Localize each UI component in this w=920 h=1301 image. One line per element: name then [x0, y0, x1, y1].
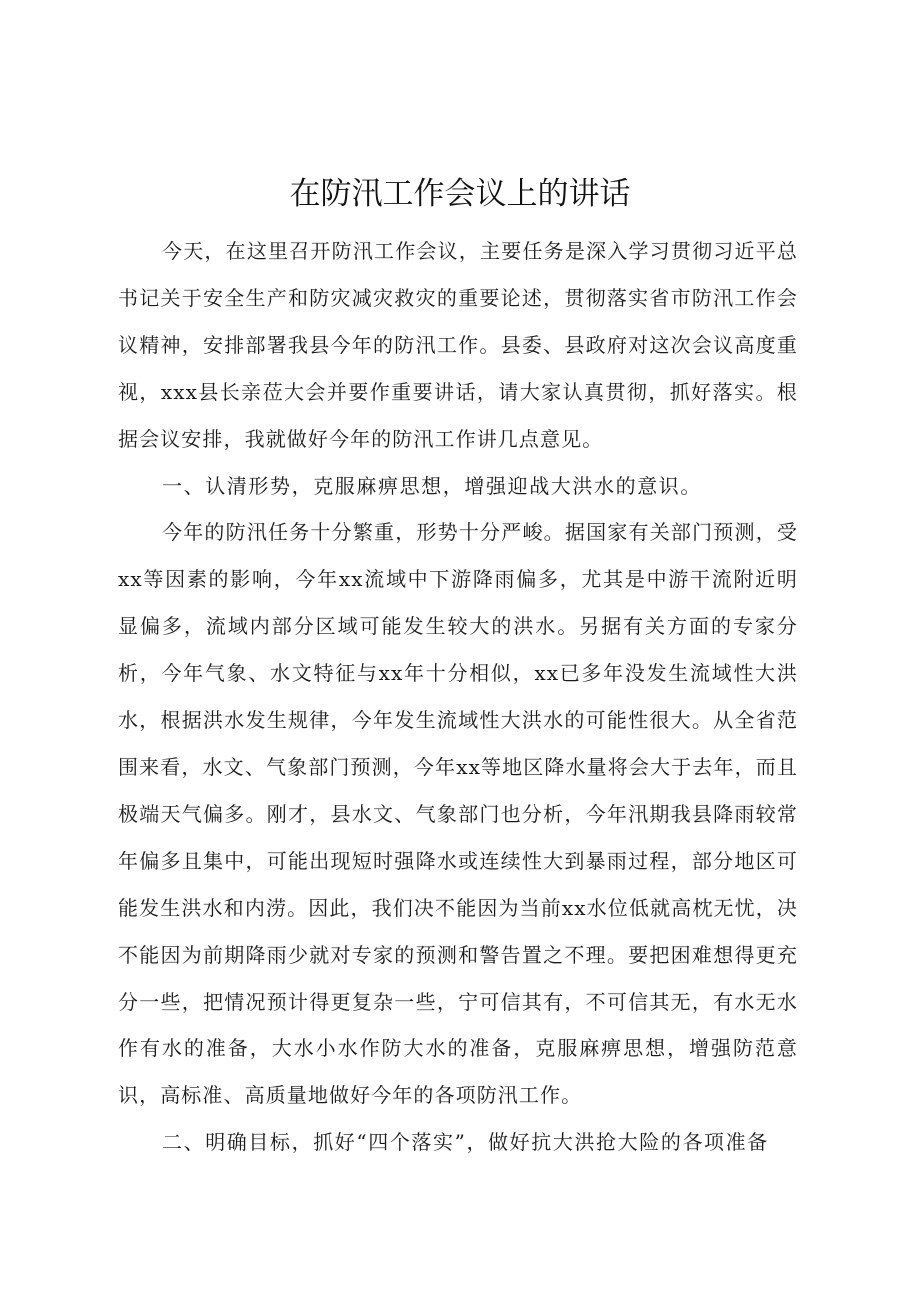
document-title: 在防汛工作会议上的讲话 [289, 176, 631, 212]
section-heading-1: 一、认清形势，克服麻痹思想，增强迎战大洪水的意识。 [162, 473, 702, 498]
document-body [118, 228, 798, 1166]
paragraph-situation: 今年的防汛任务十分繁重，形势十分严峻。据国家有关部门预测，受xx等因素的影响，今年xx流域中下游降雨偏多，尤其是中游干流附近明显偏多，流域内部分区域可能发生较大的洪水。另据有关方面的专家分析，今年气象、水文特征与xx年十分相似，xx已多年没发生流域性大洪水，根据洪水发生规律，今年发生流域性大洪水的可能性很大。从全省范围来看，水文、气象部门预测，今年xx等地区降水量将会大于去年，而且极端天气偏多。刚才，县水文、气象部门也分析，今年汛期我县降雨较常年偏多且集中，可能出现短时强降水或连续性大到暴雨过程，部分地区可能发生洪水和内涝。因此，我们决不能因为当前xx水位低就高枕无忧，决不能因为前期降雨少就对专家的预测和警告置之不理。要把困难想得更充分一些，把情况预计得更复杂一些，宁可信其有，不可信其无，有水无水作有水的准备，大水小水作防大水的准备，克服麻痹思想，增强防范意识，高标准、高质量地做好今年的各项防汛工作。 [118, 520, 798, 1108]
section-heading-2: 二、明确目标，抓好“四个落实”，做好抗大洪抢大险的各项准备 [162, 1130, 769, 1155]
paragraph-intro: 今天，在这里召开防汛工作会议，主要任务是深入学习贯彻习近平总书记关于安全生产和防灾减灾救灾的重要论述，贯彻落实省市防汛工作会议精神，安排部署我县今年的防汛工作。县委、县政府对这次会议高度重视，xxx县长亲莅大会并要作重要讲话，请大家认真贯彻，抓好落实。根据会议安排，我就做好今年的防汛工作讲几点意见。 [118, 239, 798, 451]
